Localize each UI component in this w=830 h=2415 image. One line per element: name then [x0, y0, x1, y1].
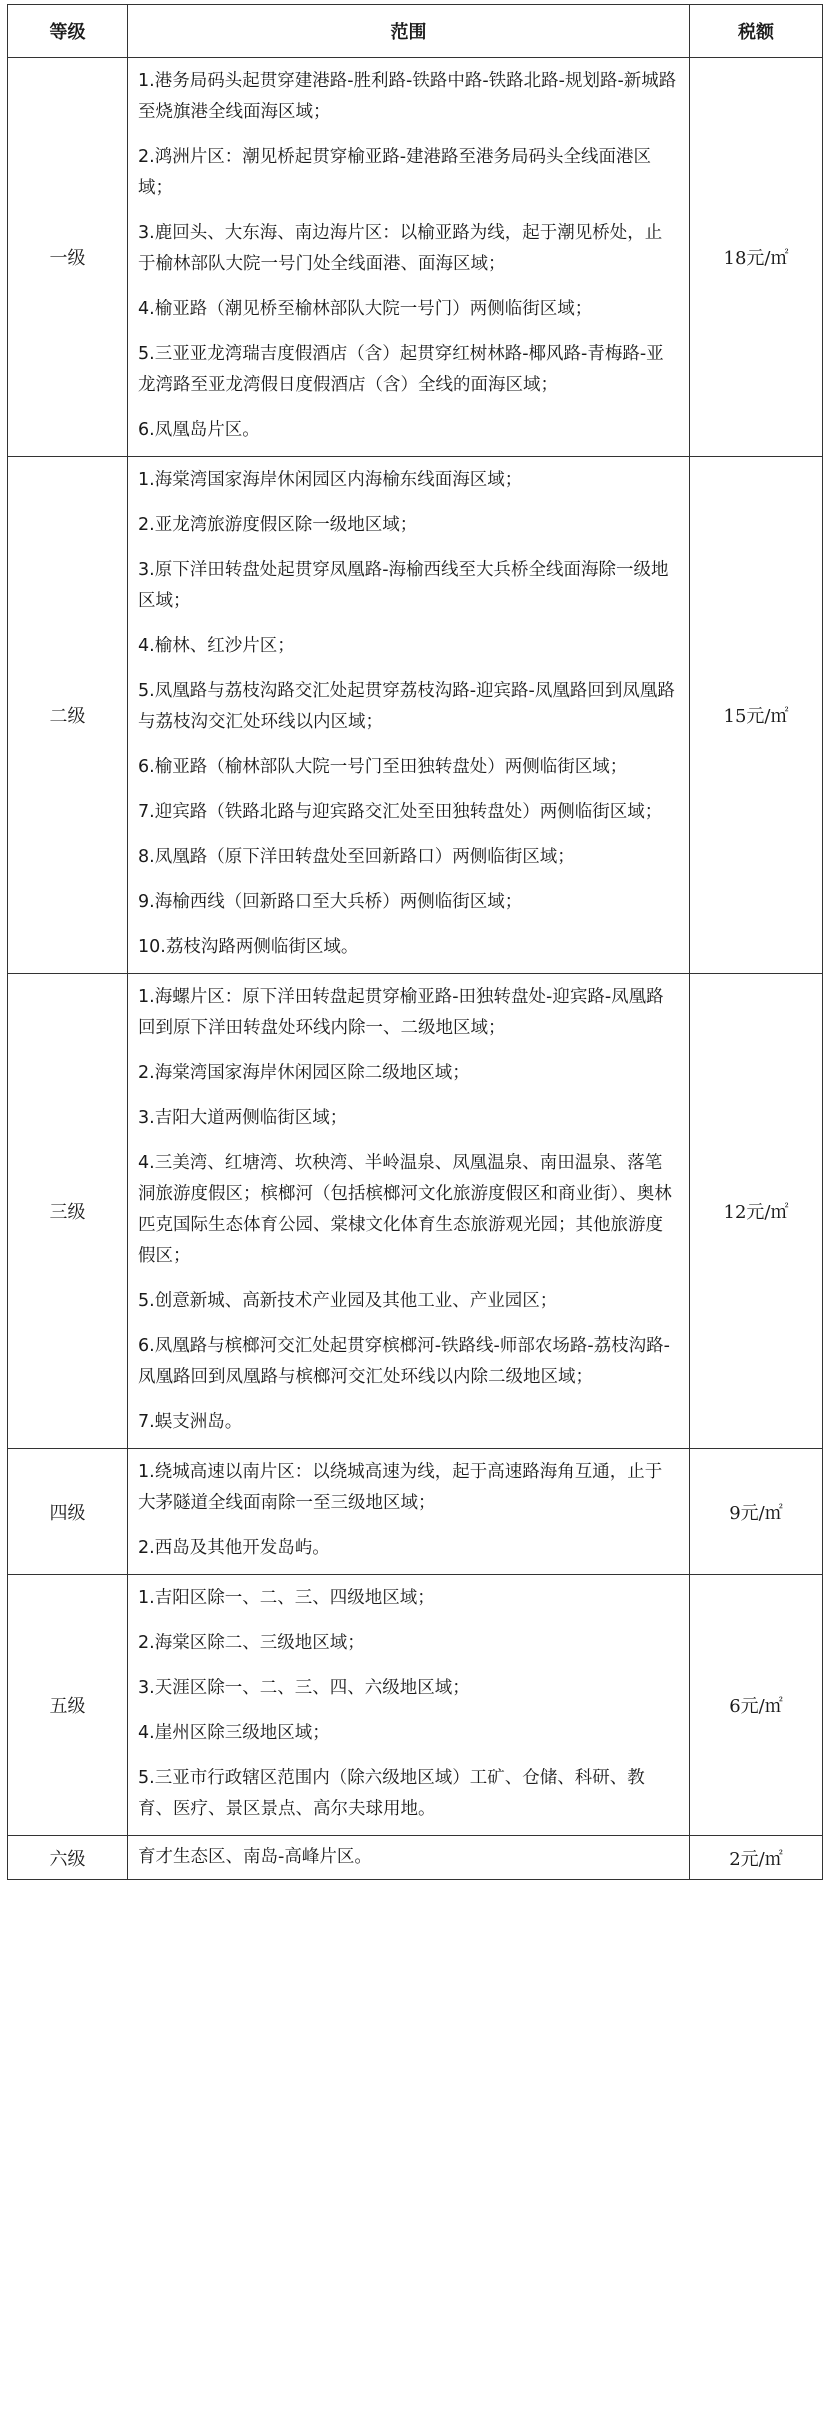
level-cell: 三级 — [8, 974, 128, 1449]
scope-item: 5.三亚亚龙湾瑞吉度假酒店（含）起贯穿红树林路-椰风路-青梅路-亚龙湾路至亚龙湾假日度假酒店（含）全线的面海区域； — [138, 344, 664, 395]
rate-cell: 2元/㎡ — [690, 1836, 823, 1880]
scope-item: 2.海棠湾国家海岸休闲园区除二级地区域； — [138, 1063, 470, 1083]
scope-cell — [128, 1575, 690, 1836]
scope-item: 1.港务局码头起贯穿建港路-胜利路-铁路中路-铁路北路-规划路-新城路至烧旗港全线面海区域； — [138, 71, 677, 122]
header-level: 等级 — [8, 5, 128, 58]
table-row-level-6 — [8, 1836, 823, 1880]
scope-item: 5.凤凰路与荔枝沟路交汇处起贯穿荔枝沟路-迎宾路-凤凰路回到凤凰路与荔枝沟交汇处环线以内区域； — [138, 681, 675, 732]
scope-item: 1.海螺片区：原下洋田转盘起贯穿榆亚路-田独转盘处-迎宾路-凤凰路回到原下洋田转盘处环线内除一、二级地区域； — [138, 987, 664, 1038]
scope-item: 2.海棠区除二、三级地区域； — [138, 1633, 365, 1653]
scope-item: 2.亚龙湾旅游度假区除一级地区域； — [138, 515, 418, 535]
scope-item: 4.榆林、红沙片区； — [138, 636, 295, 656]
scope-item: 7.迎宾路（铁路北路与迎宾路交汇处至田独转盘处）两侧临街区域； — [138, 802, 663, 822]
level-cell: 一级 — [8, 58, 128, 457]
level-cell: 四级 — [8, 1449, 128, 1575]
scope-item: 10.荔枝沟路两侧临街区域。 — [138, 937, 359, 957]
table-row-level-3 — [8, 974, 823, 1449]
scope-item: 1.绕城高速以南片区：以绕城高速为线，起于高速路海角互通，止于大茅隧道全线面南除一至三级地区域； — [138, 1462, 663, 1513]
scope-item: 7.蜈支洲岛。 — [138, 1412, 243, 1432]
scope-item: 6.榆亚路（榆林部队大院一号门至田独转盘处）两侧临街区域； — [138, 757, 628, 777]
scope-item: 8.凤凰路（原下洋田转盘处至回新路口）两侧临街区域； — [138, 847, 575, 867]
scope-item: 3.鹿回头、大东海、南边海片区：以榆亚路为线，起于潮见桥处，止于榆林部队大院一号门处全线面港、面海区域； — [138, 223, 663, 274]
scope-item: 4.榆亚路（潮见桥至榆林部队大院一号门）两侧临街区域； — [138, 299, 593, 319]
scope-item: 4.三美湾、红塘湾、坎秧湾、半岭温泉、凤凰温泉、南田温泉、落笔洞旅游度假区；槟榔河（包括槟榔河文化旅游度假区和商业街）、奥林匹克国际生态体育公园、棠棣文化体育生态旅游观光园；其他旅游度假区； — [138, 1153, 672, 1266]
scope-item: 3.天涯区除一、二、三、四、六级地区域； — [138, 1678, 470, 1698]
scope-item: 2.西岛及其他开发岛屿。 — [138, 1538, 330, 1558]
rate-cell: 18元/㎡ — [690, 58, 823, 457]
scope-item: 2.鸿洲片区：潮见桥起贯穿榆亚路-建港路至港务局码头全线面港区域； — [138, 147, 652, 198]
header-rate: 税额 — [690, 5, 823, 58]
scope-cell — [128, 457, 690, 974]
scope-cell — [128, 58, 690, 457]
table-row-level-1 — [8, 58, 823, 457]
header-row — [8, 5, 823, 58]
scope-item: 3.原下洋田转盘处起贯穿凤凰路-海榆西线至大兵桥全线面海除一级地区域； — [138, 560, 669, 611]
rate-cell: 6元/㎡ — [690, 1575, 823, 1836]
rate-cell: 12元/㎡ — [690, 974, 823, 1449]
scope-item: 育才生态区、南岛-高峰片区。 — [138, 1847, 372, 1867]
table-row-level-2 — [8, 457, 823, 974]
scope-item: 1.海棠湾国家海岸休闲园区内海榆东线面海区域； — [138, 470, 523, 490]
header-scope: 范围 — [128, 5, 690, 58]
scope-cell — [128, 1449, 690, 1575]
scope-item: 4.崖州区除三级地区域； — [138, 1723, 330, 1743]
scope-item: 3.吉阳大道两侧临街区域； — [138, 1108, 348, 1128]
tax-rate-table — [7, 4, 823, 1880]
rate-cell: 15元/㎡ — [690, 457, 823, 974]
scope-item: 6.凤凰岛片区。 — [138, 420, 260, 440]
scope-item: 6.凤凰路与槟榔河交汇处起贯穿槟榔河-铁路线-师部农场路-荔枝沟路-凤凰路回到凤凰路与槟榔河交汇处环线以内除二级地区域； — [138, 1336, 670, 1387]
scope-cell — [128, 1836, 690, 1880]
scope-item: 1.吉阳区除一、二、三、四级地区域； — [138, 1588, 435, 1608]
table-row-level-4 — [8, 1449, 823, 1575]
scope-item: 5.创意新城、高新技术产业园及其他工业、产业园区； — [138, 1291, 558, 1311]
level-cell: 二级 — [8, 457, 128, 974]
level-cell: 五级 — [8, 1575, 128, 1836]
scope-item: 5.三亚市行政辖区范围内（除六级地区域）工矿、仓储、科研、教育、医疗、景区景点、高尔夫球用地。 — [138, 1768, 645, 1819]
scope-cell — [128, 974, 690, 1449]
level-cell: 六级 — [8, 1836, 128, 1880]
rate-cell: 9元/㎡ — [690, 1449, 823, 1575]
scope-item: 9.海榆西线（回新路口至大兵桥）两侧临街区域； — [138, 892, 523, 912]
table-row-level-5 — [8, 1575, 823, 1836]
